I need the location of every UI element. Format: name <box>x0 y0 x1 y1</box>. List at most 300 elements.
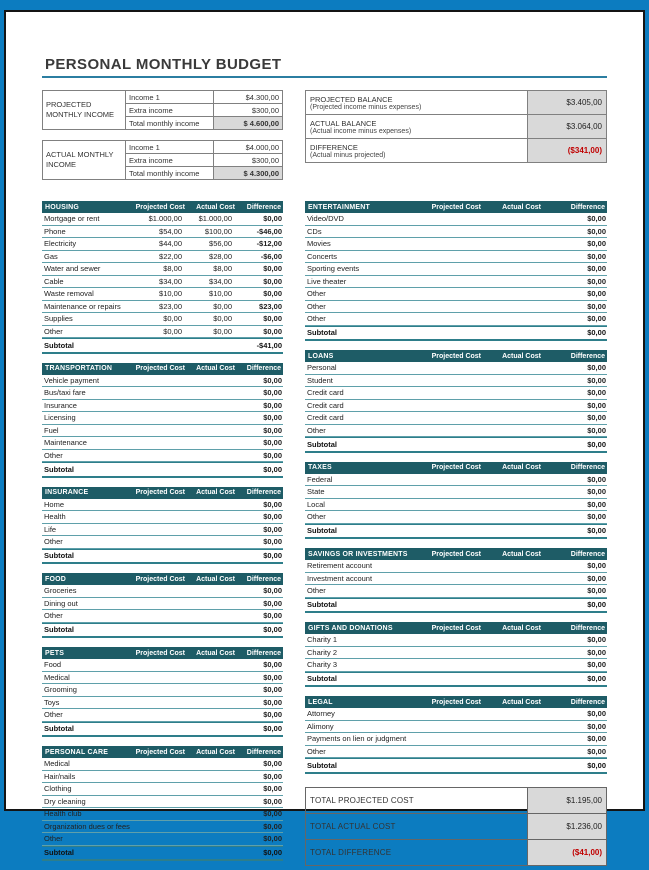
row-label: Live theater <box>307 276 347 286</box>
table-row <box>42 783 283 796</box>
row-label: Local <box>307 499 325 509</box>
actual-cost-cell: $0,00 <box>213 326 232 336</box>
table-title: ENTERTAINMENT <box>308 203 370 211</box>
column-header: Projected Cost <box>431 352 481 360</box>
table-row <box>42 796 283 809</box>
loans-table <box>305 350 607 453</box>
subtotal-label: Subtotal <box>307 674 337 684</box>
table-row <box>42 213 283 226</box>
total-row <box>306 787 607 813</box>
table-row <box>305 499 607 512</box>
difference-cell: $0,00 <box>587 474 606 484</box>
table-row <box>42 276 283 289</box>
table-row <box>42 437 283 450</box>
table-row <box>42 833 283 846</box>
table-row <box>42 821 283 834</box>
subtotal-row <box>42 722 283 738</box>
row-label: Maintenance or repairs <box>44 301 121 311</box>
table-header-row <box>42 201 283 213</box>
table-row <box>42 425 283 438</box>
row-label: Personal <box>307 363 337 373</box>
row-label: Payments on lien or judgment <box>307 734 407 744</box>
row-label: Alimony <box>307 721 334 731</box>
balance-row <box>306 139 607 163</box>
column-header: Difference <box>246 748 281 756</box>
difference-cell: $0,00 <box>587 375 606 385</box>
subtotal-label: Subtotal <box>44 848 74 858</box>
row-label: Charity 2 <box>307 647 338 657</box>
table-row <box>42 709 283 722</box>
table-row <box>42 536 283 549</box>
table-row <box>42 659 283 672</box>
row-label: Other <box>307 289 326 299</box>
column-header: Difference <box>570 203 605 211</box>
difference-cell: $0,00 <box>587 289 606 299</box>
projected-cost-cell: $22,00 <box>159 251 182 261</box>
table-row <box>42 598 283 611</box>
income-row-value: $4.300,00 <box>214 91 283 104</box>
subtotal-row <box>305 326 607 342</box>
row-label: Charity 1 <box>307 635 338 645</box>
food-table <box>42 573 283 638</box>
table-header-row <box>42 573 283 585</box>
column-header: Actual Cost <box>502 698 541 706</box>
subtotal-difference-cell: $0,00 <box>587 760 606 770</box>
total-row <box>306 839 607 865</box>
table-header-row <box>42 647 283 659</box>
difference-cell: $0,00 <box>587 314 606 324</box>
difference-cell: $0,00 <box>587 363 606 373</box>
taxes-table <box>305 462 607 540</box>
row-label: Credit card <box>307 413 344 423</box>
row-label: Clothing <box>44 784 72 794</box>
subtotal-label: Subtotal <box>307 600 337 610</box>
table-header-row <box>305 622 607 634</box>
balance-table <box>305 90 607 163</box>
row-label: Attorney <box>307 709 335 719</box>
column-header: Difference <box>570 698 605 706</box>
income-row-value: $300,00 <box>214 154 283 167</box>
difference-cell: $0,00 <box>263 425 282 435</box>
actual-cost-cell: $34,00 <box>209 276 232 286</box>
table-row <box>305 659 607 672</box>
difference-cell: $0,00 <box>263 809 282 819</box>
row-label: Mortgage or rent <box>44 214 100 224</box>
row-label: Other <box>307 314 326 324</box>
balance-label-cell <box>306 91 528 115</box>
subtotal-difference-cell: $0,00 <box>587 328 606 338</box>
difference-cell: $0,00 <box>587 586 606 596</box>
difference-cell: $0,00 <box>587 388 606 398</box>
income-row-value: $4.000,00 <box>214 141 283 154</box>
table-row <box>42 387 283 400</box>
table-row <box>305 721 607 734</box>
column-header: Actual Cost <box>502 464 541 471</box>
column-header: Projected Cost <box>135 203 185 211</box>
column-header: Actual Cost <box>502 550 541 558</box>
table-row <box>42 808 283 821</box>
actual-income-table <box>42 140 283 180</box>
difference-cell: $0,00 <box>587 400 606 410</box>
actual-cost-cell: $0,00 <box>213 314 232 324</box>
table-row <box>42 375 283 388</box>
difference-cell: $0,00 <box>587 413 606 423</box>
difference-cell: $0,00 <box>587 214 606 224</box>
row-label: Other <box>44 326 63 336</box>
balance-row <box>306 91 607 115</box>
column-header: Actual Cost <box>196 748 235 756</box>
subtotal-row <box>42 462 283 478</box>
difference-cell: $0,00 <box>263 796 282 806</box>
row-label: Vehicle payment <box>44 375 100 385</box>
column-header: Actual Cost <box>196 489 235 496</box>
housing-table <box>42 201 283 354</box>
column-header: Actual Cost <box>196 649 235 657</box>
balance-note: (Actual income minus expenses) <box>310 127 412 135</box>
table-row <box>305 486 607 499</box>
table-row <box>305 647 607 660</box>
subtotal-row <box>42 846 283 862</box>
difference-cell: $0,00 <box>263 586 282 596</box>
actual-cost-cell: $1.000,00 <box>198 214 232 224</box>
difference-cell: $0,00 <box>587 660 606 670</box>
balance-note: (Projected income minus expenses) <box>310 103 422 111</box>
subtotal-label: Subtotal <box>44 724 74 734</box>
column-header: Actual Cost <box>196 365 235 372</box>
balance-column <box>305 90 607 163</box>
row-label: Dry cleaning <box>44 796 86 806</box>
difference-cell: $0,00 <box>587 647 606 657</box>
income-row-value: $300,00 <box>214 104 283 117</box>
row-label: Medical <box>44 672 70 682</box>
personal-care-table <box>42 746 283 861</box>
difference-cell: $0,00 <box>587 709 606 719</box>
actual-cost-cell: $28,00 <box>209 251 232 261</box>
table-row <box>42 251 283 264</box>
difference-cell: $0,00 <box>263 388 282 398</box>
row-label: Dining out <box>44 598 78 608</box>
row-label: Other <box>307 586 326 596</box>
subtotal-difference-cell: $0,00 <box>263 625 282 635</box>
gifts-donations-table <box>305 622 607 687</box>
row-label: Water and sewer <box>44 264 101 274</box>
table-row <box>305 288 607 301</box>
difference-cell: $0,00 <box>263 512 282 522</box>
entertainment-table <box>305 201 607 341</box>
difference-cell: $0,00 <box>263 660 282 670</box>
subtotal-row <box>42 623 283 639</box>
row-label: Other <box>307 746 326 756</box>
table-row <box>305 425 607 438</box>
row-label: Licensing <box>44 413 76 423</box>
row-label: Home <box>44 499 65 509</box>
actual-cost-cell: $100,00 <box>204 226 232 236</box>
table-title: HOUSING <box>45 203 80 211</box>
row-label: Organization dues or fees <box>44 821 130 831</box>
table-header-row <box>305 201 607 213</box>
difference-cell: $0,00 <box>263 771 282 781</box>
difference-cell: $0,00 <box>263 697 282 707</box>
total-value: $1.236,00 <box>528 813 607 839</box>
table-row <box>305 263 607 276</box>
income-row-label: Income 1 <box>126 141 214 154</box>
difference-cell: $0,00 <box>263 400 282 410</box>
difference-cell: $0,00 <box>587 721 606 731</box>
totals-table <box>305 787 607 866</box>
column-header: Difference <box>246 575 281 583</box>
table-row <box>42 226 283 239</box>
subtotal-label: Subtotal <box>44 464 74 474</box>
row-label: Movies <box>307 239 331 249</box>
difference-cell: $0,00 <box>587 512 606 522</box>
income-total-value: $ 4.600,00 <box>214 117 283 130</box>
row-label: Other <box>44 710 63 720</box>
table-row <box>305 560 607 573</box>
difference-cell: $0,00 <box>587 226 606 236</box>
projected-cost-cell: $0,00 <box>163 326 182 336</box>
table-row <box>42 263 283 276</box>
difference-cell: $0,00 <box>587 276 606 286</box>
subtotal-difference-cell: $0,00 <box>263 724 282 734</box>
table-title: GIFTS AND DONATIONS <box>308 624 393 632</box>
difference-cell: $0,00 <box>263 524 282 534</box>
difference-cell: $0,00 <box>263 450 282 460</box>
income-column <box>42 90 283 190</box>
difference-cell: $0,00 <box>263 289 282 299</box>
difference-cell: $0,00 <box>587 746 606 756</box>
income-row <box>43 91 283 104</box>
subtotal-row <box>305 437 607 453</box>
subtotal-row <box>305 758 607 774</box>
subtotal-difference-cell: $0,00 <box>263 551 282 561</box>
balance-label-cell <box>306 139 528 163</box>
table-row <box>305 585 607 598</box>
subtotal-difference-cell: $0,00 <box>587 674 606 684</box>
pets-table <box>42 647 283 737</box>
difference-cell: $0,00 <box>263 759 282 769</box>
table-row <box>42 238 283 251</box>
table-title: LEGAL <box>308 698 333 706</box>
actual-cost-cell: $8,00 <box>213 264 232 274</box>
row-label: Cable <box>44 276 64 286</box>
table-header-row <box>305 696 607 708</box>
row-label: Toys <box>44 697 60 707</box>
table-row <box>305 746 607 759</box>
row-label: Credit card <box>307 400 344 410</box>
table-row <box>42 697 283 710</box>
column-header: Actual Cost <box>502 624 541 632</box>
subtotal-difference-cell: $0,00 <box>587 600 606 610</box>
subtotal-label: Subtotal <box>307 439 337 449</box>
subtotal-row <box>305 598 607 614</box>
projected-cost-cell: $1.000,00 <box>148 214 182 224</box>
difference-cell: $0,00 <box>587 573 606 583</box>
table-row <box>305 238 607 251</box>
subtotal-row <box>305 672 607 688</box>
row-label: Fuel <box>44 425 59 435</box>
subtotal-label: Subtotal <box>44 551 74 561</box>
income-row-label: Extra income <box>126 104 214 117</box>
projected-cost-cell: $8,00 <box>163 264 182 274</box>
income-group-label: ACTUAL MONTHLY INCOME <box>43 141 126 180</box>
subtotal-label: Subtotal <box>307 526 337 536</box>
balance-difference-value: ($341,00) <box>528 139 607 163</box>
column-header: Projected Cost <box>431 624 481 632</box>
table-row <box>42 450 283 463</box>
table-row <box>42 610 283 623</box>
table-row <box>42 288 283 301</box>
table-row <box>42 499 283 512</box>
row-label: Federal <box>307 474 333 484</box>
table-row <box>305 400 607 413</box>
difference-cell: $23,00 <box>259 301 282 311</box>
table-row <box>42 524 283 537</box>
difference-cell: $0,00 <box>263 276 282 286</box>
row-label: Bus/taxi fare <box>44 388 86 398</box>
income-balance-section <box>42 90 607 190</box>
income-total-value: $ 4.300,00 <box>214 167 283 180</box>
savings-investments-table <box>305 548 607 613</box>
table-header-row <box>305 548 607 560</box>
projected-cost-cell: $34,00 <box>159 276 182 286</box>
income-total-label: Total monthly income <box>126 167 214 180</box>
subtotal-difference-cell: $0,00 <box>587 526 606 536</box>
income-row-label: Extra income <box>126 154 214 167</box>
table-header-row <box>305 350 607 362</box>
total-label: TOTAL DIFFERENCE <box>306 839 528 865</box>
projected-cost-cell: $10,00 <box>159 289 182 299</box>
row-label: Charity 3 <box>307 660 338 670</box>
table-row <box>305 387 607 400</box>
table-row <box>305 362 607 375</box>
total-difference-value: ($41,00) <box>528 839 607 865</box>
subtotal-label: Subtotal <box>307 760 337 770</box>
balance-note: (Actual minus projected) <box>310 151 386 159</box>
budget-page <box>4 10 645 858</box>
difference-cell: $0,00 <box>587 561 606 571</box>
subtotal-row <box>42 549 283 565</box>
row-label: Phone <box>44 226 66 236</box>
row-label: Other <box>307 425 326 435</box>
row-label: Student <box>307 375 333 385</box>
column-header: Projected Cost <box>135 365 185 372</box>
table-title: PERSONAL CARE <box>45 748 109 756</box>
legal-table <box>305 696 607 774</box>
column-header: Projected Cost <box>135 489 185 496</box>
row-label: Food <box>44 660 62 670</box>
table-row <box>42 400 283 413</box>
row-label: Electricity <box>44 239 77 249</box>
row-label: Retirement account <box>307 561 373 571</box>
difference-cell: $0,00 <box>587 734 606 744</box>
left-tables-column <box>42 201 283 870</box>
subtotal-label: Subtotal <box>44 340 74 350</box>
actual-cost-cell: $56,00 <box>209 239 232 249</box>
difference-cell: $0,00 <box>263 784 282 794</box>
row-label: Supplies <box>44 314 73 324</box>
table-row <box>42 684 283 697</box>
table-row <box>42 326 283 339</box>
balance-value: $3.405,00 <box>528 91 607 115</box>
subtotal-difference-cell: $0,00 <box>263 848 282 858</box>
column-header: Projected Cost <box>431 203 481 211</box>
row-label: Other <box>44 834 63 844</box>
insurance-table <box>42 487 283 565</box>
difference-cell: $0,00 <box>263 264 282 274</box>
income-row <box>43 141 283 154</box>
row-label: CDs <box>307 226 322 236</box>
row-label: Medical <box>44 759 70 769</box>
balance-label-cell <box>306 115 528 139</box>
difference-cell: $0,00 <box>263 672 282 682</box>
total-label: TOTAL PROJECTED COST <box>306 787 528 813</box>
column-header: Difference <box>570 352 605 360</box>
subtotal-difference-cell: $0,00 <box>587 439 606 449</box>
row-label: Investment account <box>307 573 373 583</box>
column-header: Difference <box>246 489 281 496</box>
subtotal-row <box>42 338 283 354</box>
page-title: PERSONAL MONTHLY BUDGET <box>45 56 282 73</box>
transportation-table <box>42 363 283 478</box>
difference-cell: $0,00 <box>263 314 282 324</box>
difference-cell: $0,00 <box>587 301 606 311</box>
table-row <box>305 733 607 746</box>
table-title: LOANS <box>308 352 334 360</box>
subtotal-label: Subtotal <box>307 328 337 338</box>
balance-row <box>306 115 607 139</box>
column-header: Projected Cost <box>431 464 481 471</box>
row-label: Maintenance <box>44 438 87 448</box>
difference-cell: $0,00 <box>263 611 282 621</box>
table-row <box>42 511 283 524</box>
table-row <box>305 573 607 586</box>
table-row <box>42 672 283 685</box>
difference-cell: $0,00 <box>263 821 282 831</box>
column-header: Difference <box>246 203 281 211</box>
subtotal-difference-cell: -$41,00 <box>256 340 282 350</box>
row-label: Health <box>44 512 66 522</box>
projected-income-table <box>42 90 283 130</box>
subtotal-difference-cell: $0,00 <box>263 464 282 474</box>
table-row <box>42 758 283 771</box>
column-header: Projected Cost <box>135 575 185 583</box>
row-label: Insurance <box>44 400 77 410</box>
balance-label: PROJECTED BALANCE <box>310 94 393 104</box>
income-total-label: Total monthly income <box>126 117 214 130</box>
subtotal-label: Subtotal <box>44 625 74 635</box>
column-header: Difference <box>570 550 605 558</box>
row-label: Groceries <box>44 586 77 596</box>
row-label: Sporting events <box>307 264 360 274</box>
table-row <box>305 301 607 314</box>
column-header: Actual Cost <box>502 352 541 360</box>
row-label: Gas <box>44 251 58 261</box>
column-header: Projected Cost <box>135 649 185 657</box>
table-title: TAXES <box>308 464 332 471</box>
total-label: TOTAL ACTUAL COST <box>306 813 528 839</box>
column-header: Actual Cost <box>196 203 235 211</box>
row-label: State <box>307 487 325 497</box>
difference-cell: -$12,00 <box>256 239 282 249</box>
table-row <box>305 708 607 721</box>
difference-cell: $0,00 <box>263 834 282 844</box>
title-underline <box>42 76 607 78</box>
difference-cell: $0,00 <box>263 685 282 695</box>
column-header: Actual Cost <box>502 203 541 211</box>
subtotal-row <box>305 524 607 540</box>
table-row <box>305 511 607 524</box>
column-header: Projected Cost <box>135 748 185 756</box>
